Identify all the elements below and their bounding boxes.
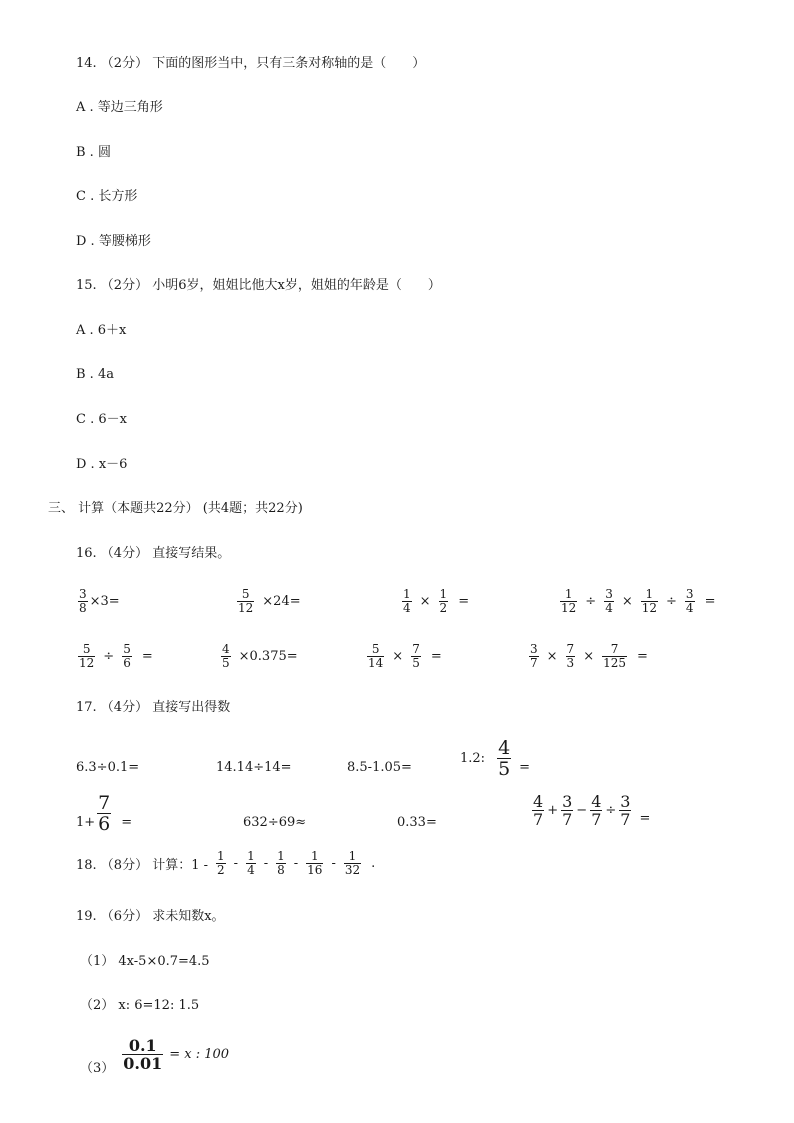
q16-r2-expr-3: $\frac{5}{14}$ × $\frac{7}{5}$ = <box>368 642 442 670</box>
q19-part-2: （2） x: 6=12: 1.5 <box>80 998 200 1013</box>
q15-option-d: D . x－6 <box>76 457 128 472</box>
fraction: $\frac{1}{2}$ <box>439 587 448 615</box>
fraction: $\frac{0.1}{0.01}$ <box>123 1036 163 1073</box>
q14-option-a: A . 等边三角形 <box>76 100 163 115</box>
q16-r1-expr-3: $\frac{1}{4}$ × $\frac{1}{2}$ = <box>403 587 470 615</box>
fraction: $\frac{1}{4}$ <box>403 587 411 615</box>
fraction: $\frac{3}{4}$ <box>685 587 694 615</box>
q14-option-c: C . 长方形 <box>76 189 138 204</box>
q16-r2-expr-4: $\frac{3}{7}$ × $\frac{7}{3}$ × $\frac{7}{125}$ = <box>530 642 648 670</box>
fraction: $\frac{1}{4}$ <box>247 849 255 877</box>
fraction: $\frac{1}{12}$ <box>561 587 577 615</box>
q14-stem: 14. （2分） 下面的图形当中，只有三条对称轴的是（ ） <box>76 56 426 71</box>
fraction: $\frac{7}{5}$ <box>412 642 420 670</box>
q16-r1-expr-1: $\frac{3}{8}$ ×3= <box>79 587 120 615</box>
fraction: $\frac{7}{125}$ <box>603 642 626 670</box>
fraction: $\frac{5}{12}$ <box>79 642 95 670</box>
q15-option-a: A . 6＋x <box>76 323 127 338</box>
fraction: $\frac{4}{7}$ <box>591 792 602 829</box>
fraction: $\frac{5}{12}$ <box>238 587 254 615</box>
q16-r1-expr-4: $\frac{1}{12}$ ÷ $\frac{3}{4}$ × $\frac{1}{12}$ ÷ $\frac{3}{4}$ = <box>561 587 716 615</box>
q15-option-b: B . 4a <box>76 367 114 382</box>
q17-item-f: 632÷69≈ <box>243 815 307 830</box>
fraction: $\frac{4}{7}$ <box>533 792 544 829</box>
fraction: $\frac{1}{2}$ <box>217 849 225 877</box>
section-3-title: 三、 计算（本题共22分） (共4题；共22分) <box>48 501 303 516</box>
fraction: $\frac{1}{8}$ <box>277 849 285 877</box>
q19-part-3: （3） $\frac{0.1}{0.01}$ = x : 100 <box>80 1036 230 1076</box>
fraction: $\frac{5}{6}$ <box>123 642 131 670</box>
q17-item-b: 14.14÷14= <box>216 760 292 775</box>
q15-stem: 15. （2分） 小明6岁，姐姐比他大x岁，姐姐的年龄是（ ） <box>76 278 441 293</box>
q19-part-1: （1） 4x-5×0.7=4.5 <box>80 954 210 969</box>
q17-item-d: 1.2: $\frac{4}{5}$ = <box>460 737 531 780</box>
fraction: $\frac{3}{4}$ <box>605 587 613 615</box>
q16-stem: 16. （4分） 直接写结果。 <box>76 546 231 561</box>
fraction: $\frac{1}{32}$ <box>344 849 361 877</box>
q14-option-b: B . 圆 <box>76 145 111 160</box>
q14-option-d: D . 等腰梯形 <box>76 234 151 249</box>
q18-expression: 18. （8分） 计算：1 - $\frac{1}{2}$ - $\frac{1}{4}$ - $\frac{1}{8}$ - $\frac{1}{16}$ - $\frac{1}{32}$ . <box>76 849 376 877</box>
q17-item-g: 0.33= <box>397 815 437 830</box>
fraction: $\frac{5}{14}$ <box>368 642 384 670</box>
fraction: $\frac{4}{5}$ <box>222 642 230 670</box>
q16-r2-expr-2: $\frac{4}{5}$ ×0.375= <box>222 642 298 670</box>
fraction: $\frac{3}{8}$ <box>79 587 87 615</box>
fraction: $\frac{7}{3}$ <box>566 642 575 670</box>
q17-item-a: 6.3÷0.1= <box>76 760 140 775</box>
q15-option-c: C . 6－x <box>76 412 127 427</box>
fraction: $\frac{3}{7}$ <box>530 642 538 670</box>
fraction: $\frac{7}{6}$ <box>98 792 111 835</box>
fraction: $\frac{4}{5}$ <box>498 737 511 780</box>
fraction: $\frac{1}{16}$ <box>307 849 323 877</box>
q17-stem: 17. （4分） 直接写出得数 <box>76 700 231 715</box>
fraction: $\frac{3}{7}$ <box>562 792 573 829</box>
fraction: $\frac{3}{7}$ <box>620 792 631 829</box>
fraction: $\frac{1}{12}$ <box>641 587 658 615</box>
q16-r1-expr-2: $\frac{5}{12}$ ×24= <box>238 587 301 615</box>
q16-r2-expr-1: $\frac{5}{12}$ ÷ $\frac{5}{6}$ = <box>79 642 153 670</box>
q17-item-h: $\frac{4}{7}$ + $\frac{3}{7}$ − $\frac{4}{7}$ ÷ $\frac{3}{7}$ = <box>533 792 651 829</box>
q17-item-c: 8.5-1.05= <box>347 760 412 775</box>
q17-item-e: 1+ $\frac{7}{6}$ = <box>76 792 133 835</box>
q19-stem: 19. （6分） 求未知数x。 <box>76 909 225 924</box>
